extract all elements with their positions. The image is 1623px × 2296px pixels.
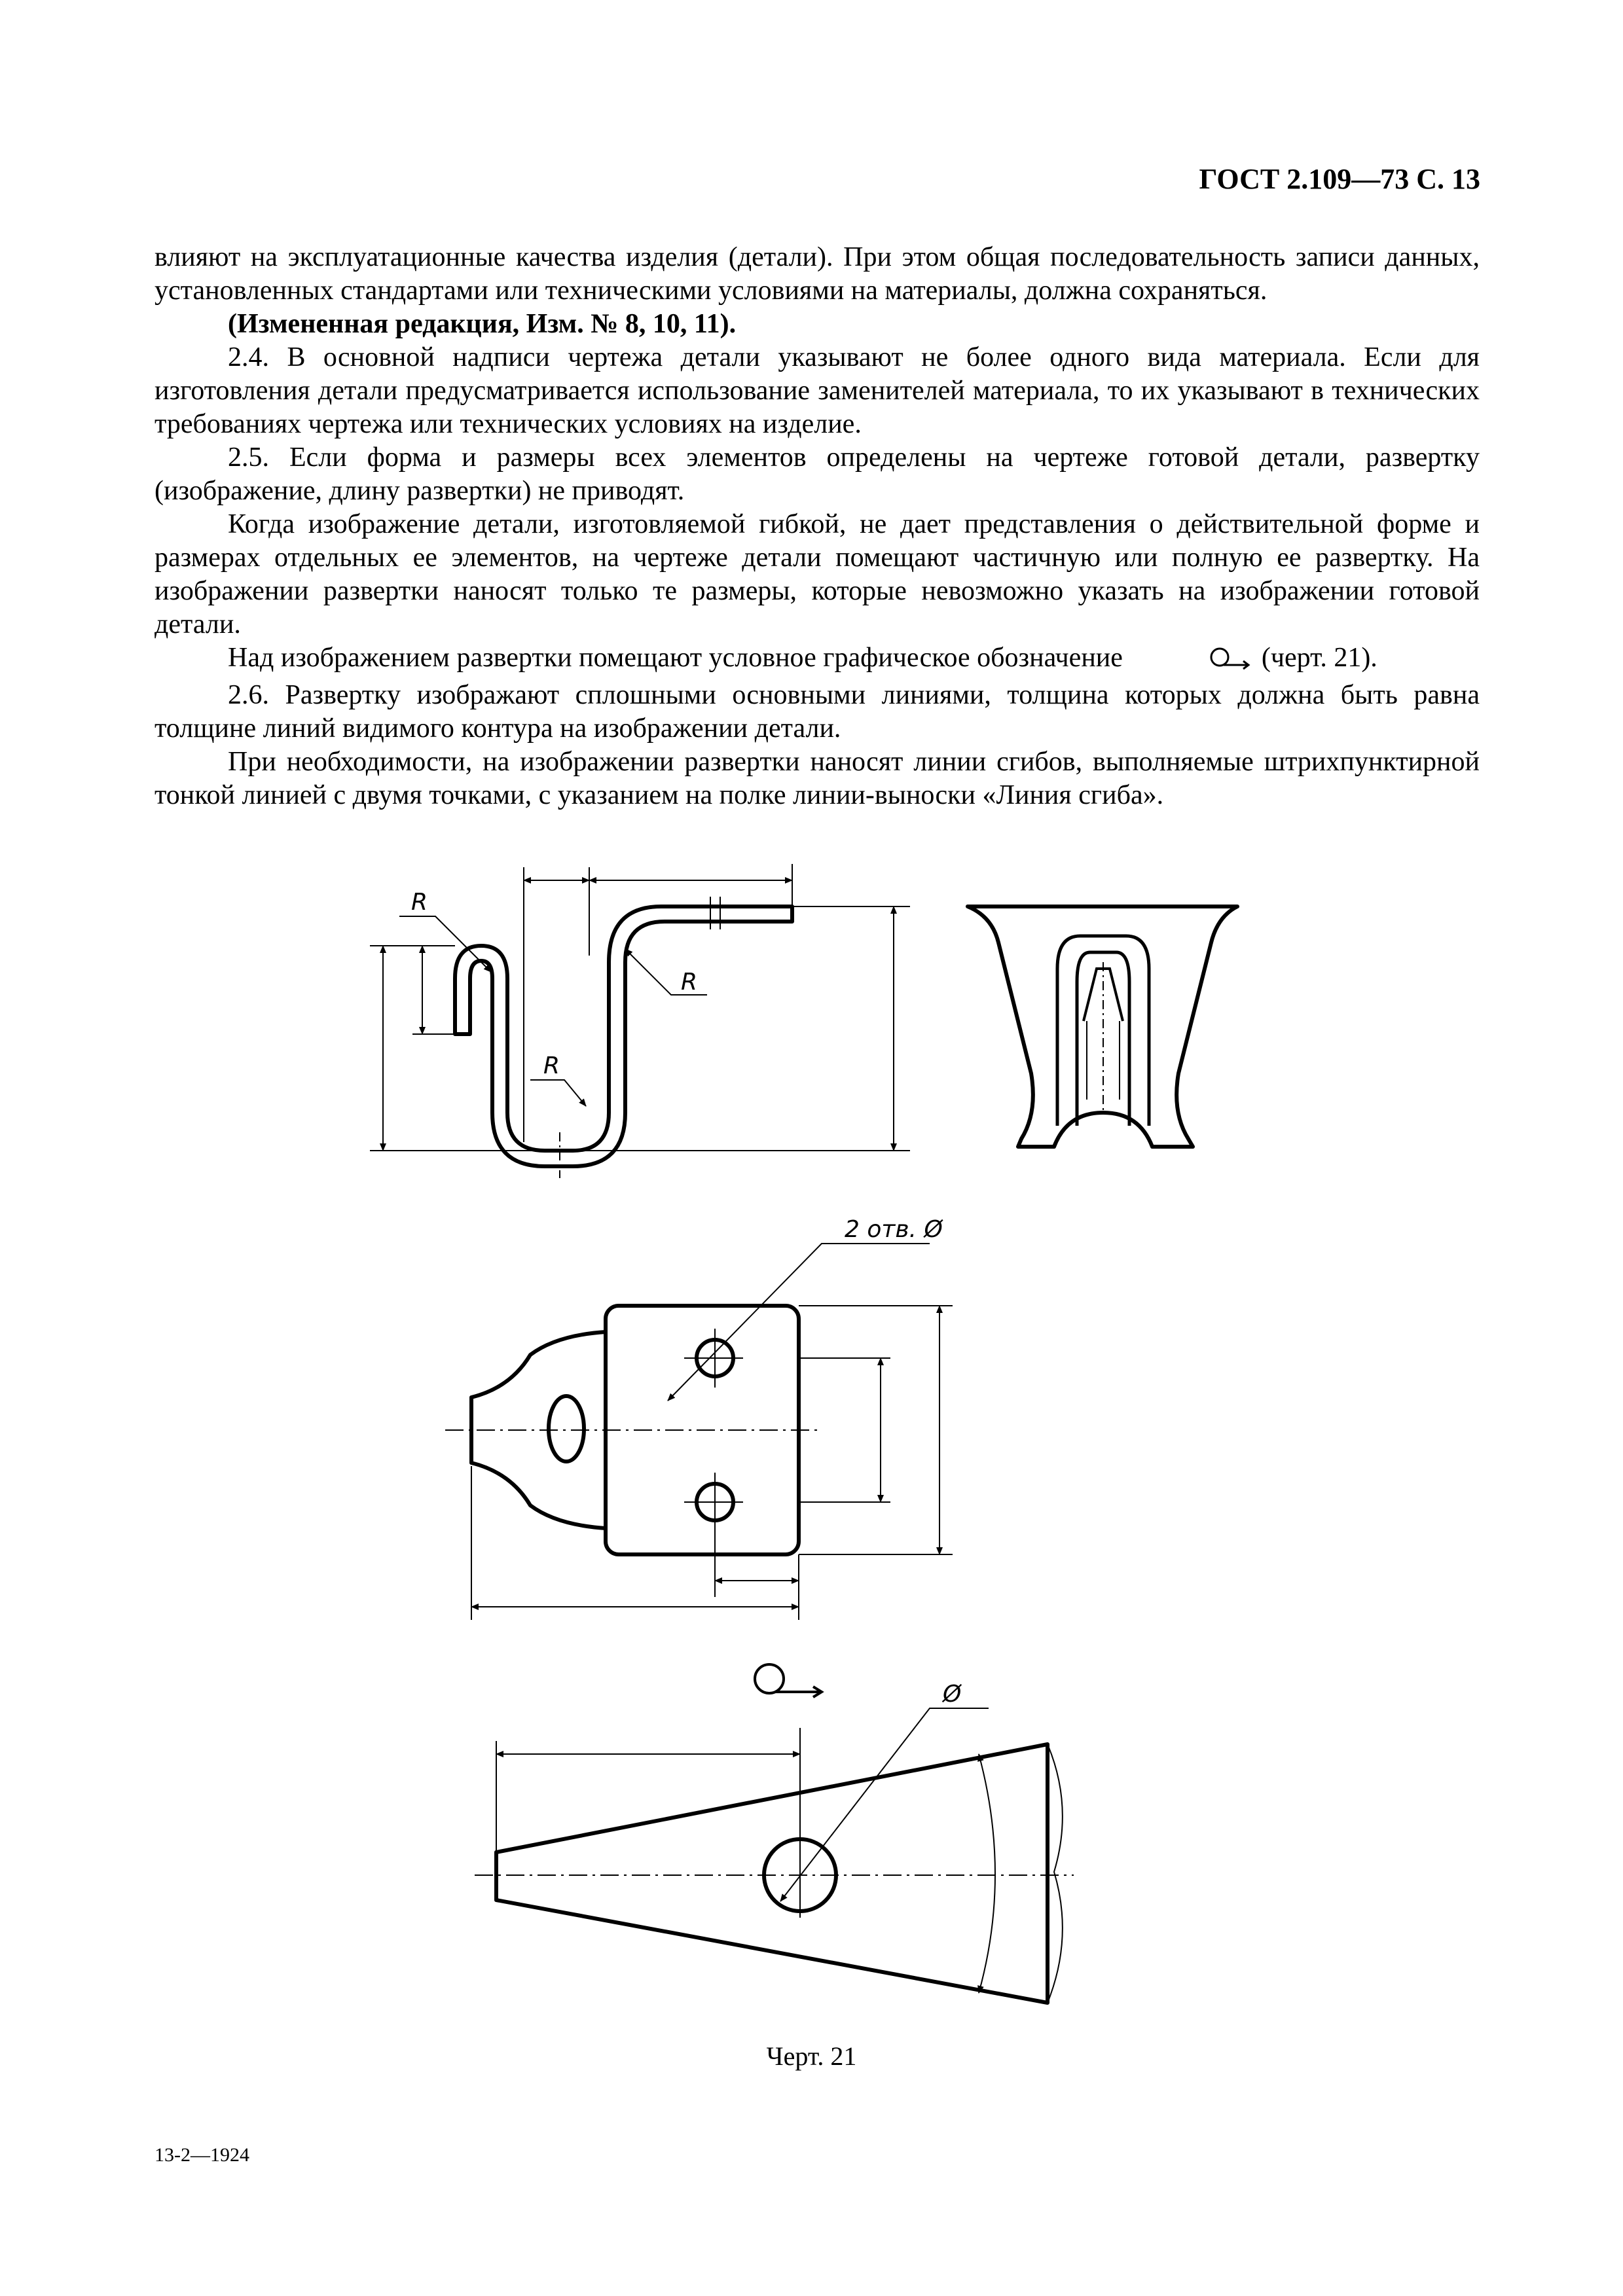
paragraph-2-6: 2.6. Развертку изображают сплошными основными линиями, толщина которых должна быть равна толщине линий видимого контура на изображении детали. (155, 680, 1480, 744)
label-diameter: Ø (943, 1681, 962, 1708)
paragraph-bending: Когда изображение детали, изготовляемой гибкой, не дает представления о действительной форме и размерах отдельных ее элементов, на чертеже детали помещают частичную или полную ее развертку. На изображении развертки наносят только те размеры, которые невозможно указать на изображении готовой детали. (155, 509, 1480, 639)
paragraph-fold-lines: При необходимости, на изображении развертки наносят линии сгибов, выполняемые штрихпунктирной тонкой линией с двумя точками, с указанием на полке линии-выноски «Линия сгиба». (155, 747, 1480, 810)
label-radius-2: R (681, 969, 698, 996)
front-view (968, 906, 1237, 1147)
label-radius-3: R (543, 1052, 560, 1079)
unfold-symbol-icon (755, 1664, 822, 1697)
paragraph-2-5: 2.5. Если форма и размеры всех элементов определены на чертеже готовой детали, развертку (изображение, длину развертки) не приводят. (155, 442, 1480, 506)
label-holes: 2 отв. Ø (845, 1216, 943, 1243)
amendment-note: (Измененная редакция, Изм. № 8, 10, 11). (228, 309, 737, 339)
paragraph-symbol-text: Над изображением развертки помещают условное графическое обозначение (228, 643, 1123, 673)
paragraph-2-4: 2.4. В основной надписи чертежа детали указывают не более одного вида материала. Если для изготовления детали предусматривается использование заменителей материала, то их указывают в технических требованиях чертежа или технических условиях на изделие. (155, 342, 1480, 439)
plan-view (445, 1244, 953, 1620)
label-radius-1: R (411, 889, 428, 916)
paragraph-symbol-ref: (черт. 21). (1261, 643, 1377, 673)
paragraph-continuation: влияют на эксплуатационные качества изделия (детали). При этом общая последовательность записи данных, установленных стандартами или техническими условиями на материалы, должна сохраняться. (155, 242, 1480, 306)
page-header: ГОСТ 2.109—73 С. 13 (1199, 163, 1480, 195)
profile-outer (455, 906, 792, 1166)
development-view (475, 1708, 1074, 2003)
side-view (370, 864, 910, 1178)
figure-caption: Черт. 21 (766, 2041, 857, 2071)
print-code: 13-2—1924 (155, 2144, 249, 2166)
